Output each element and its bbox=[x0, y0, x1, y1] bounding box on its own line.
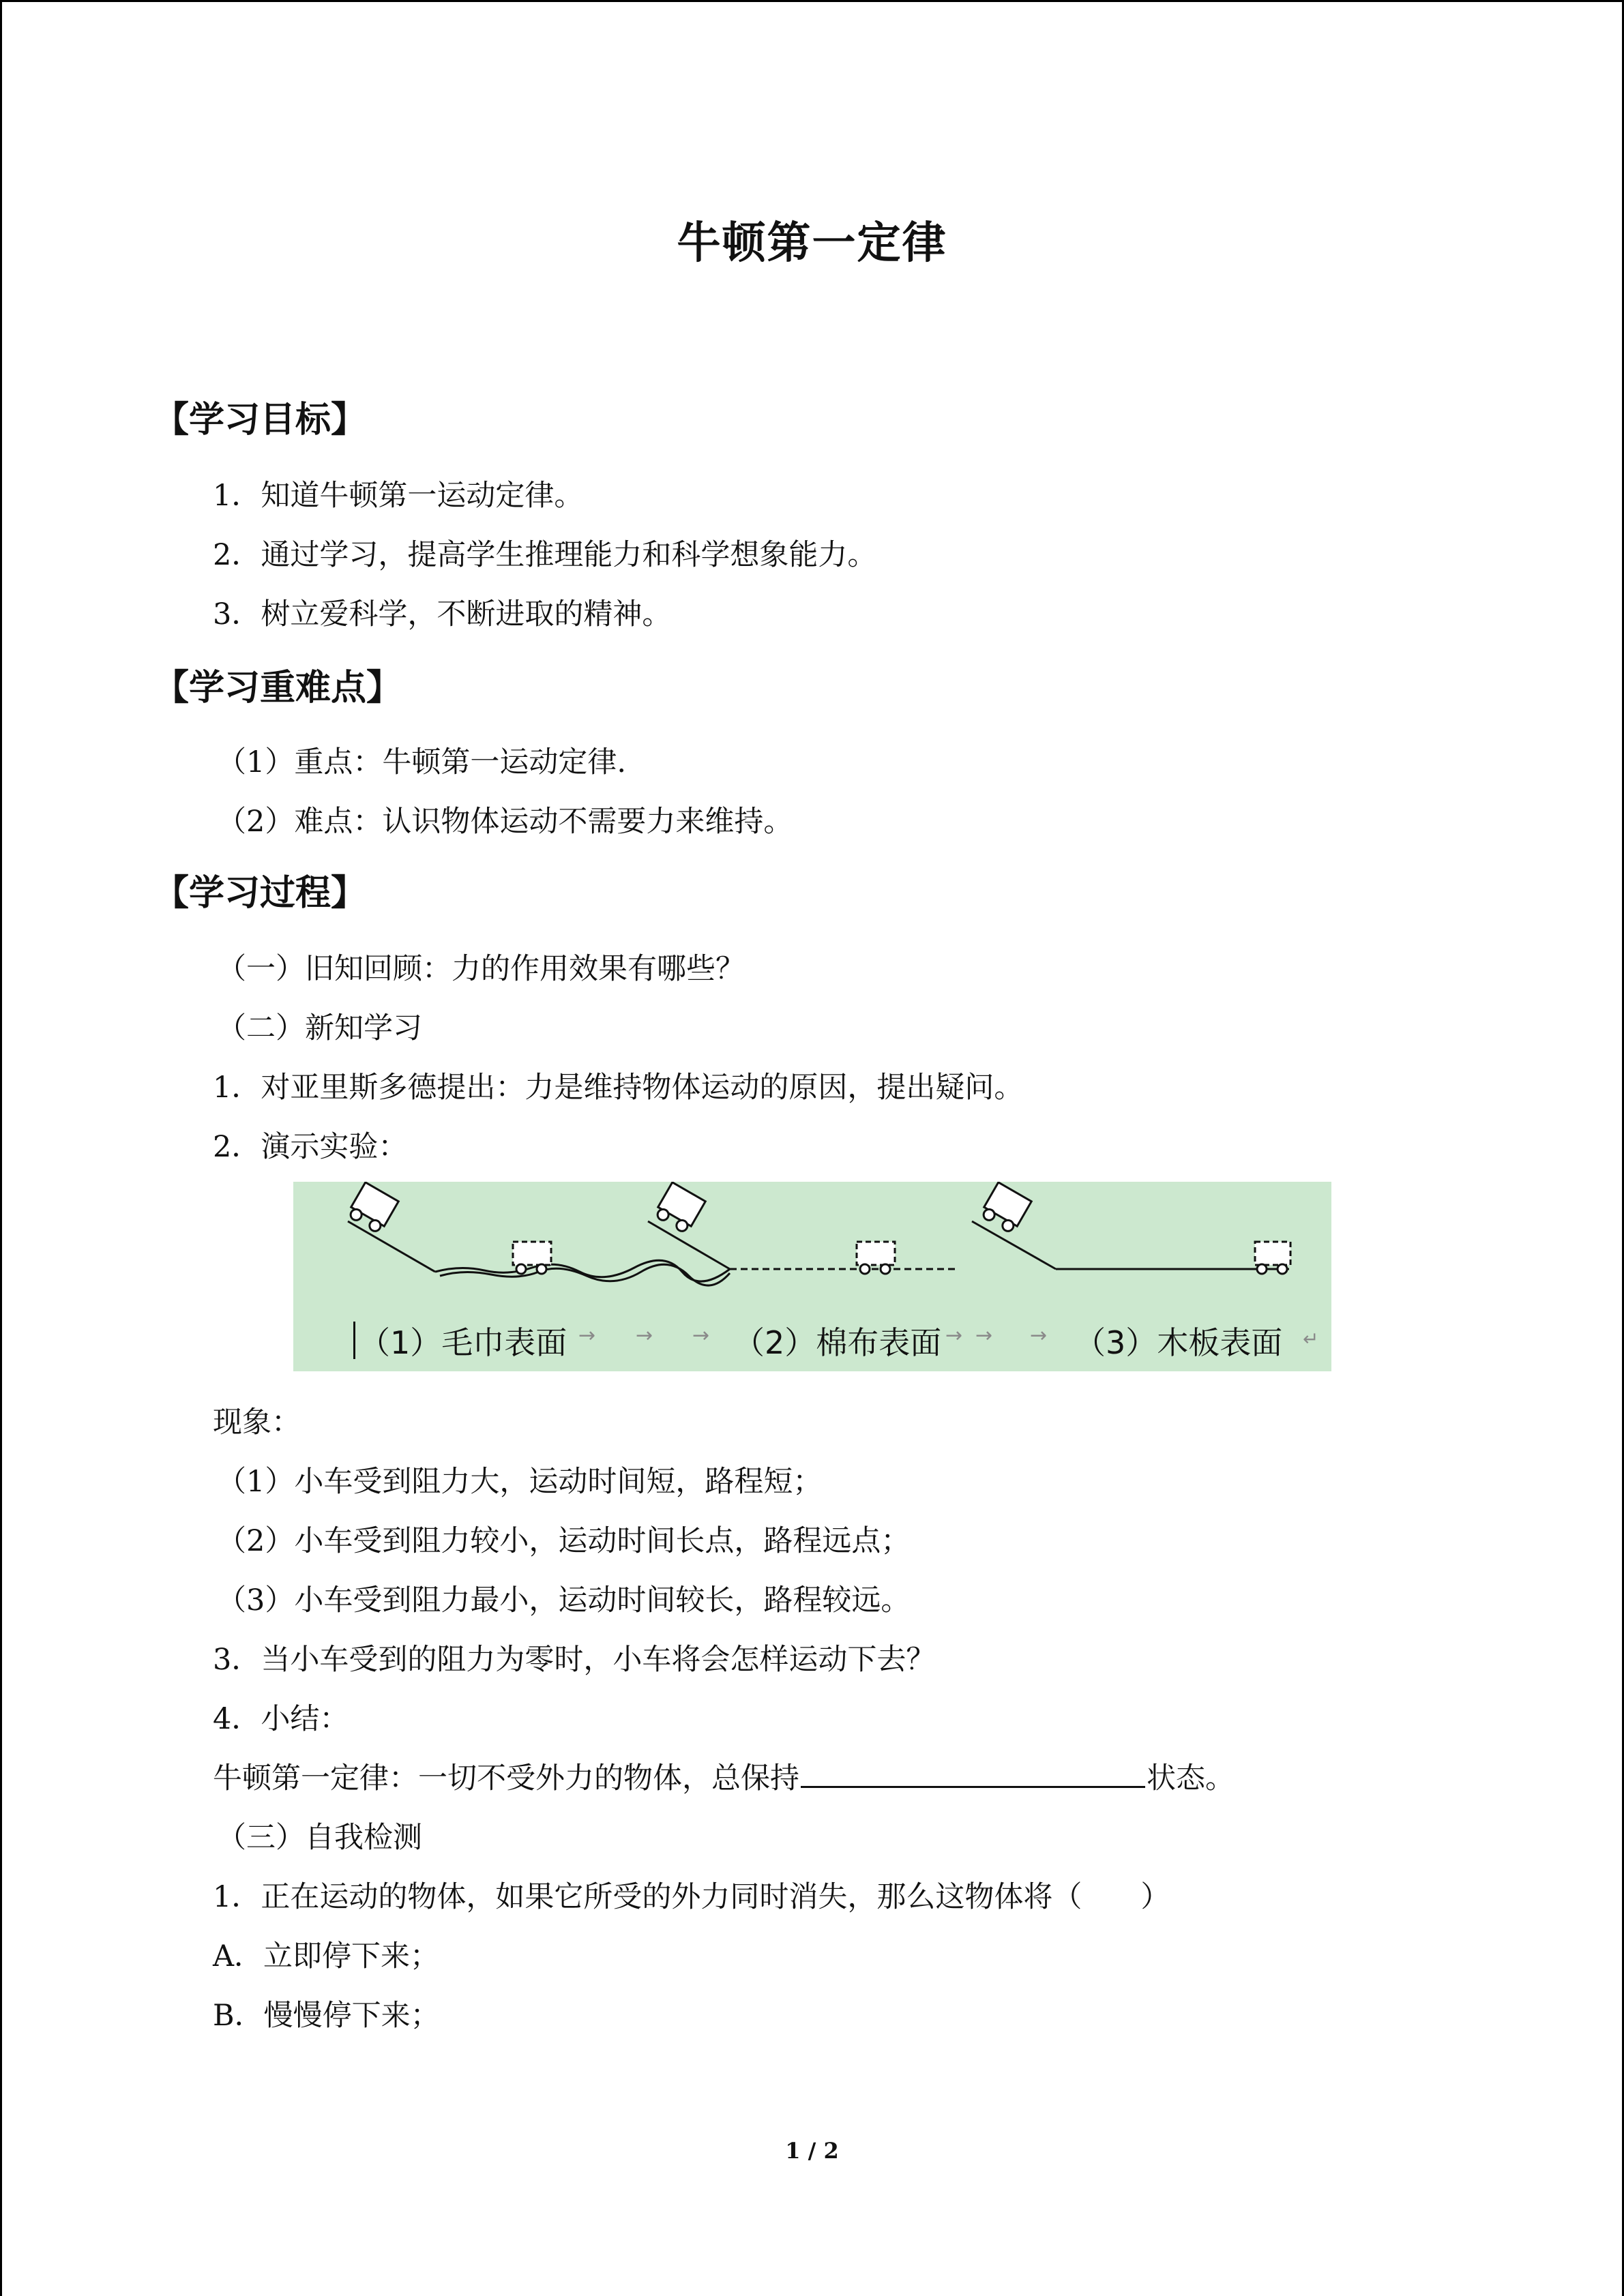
experiment-figure bbox=[293, 1182, 1331, 1371]
tab-arrow-icon: → bbox=[636, 1324, 653, 1347]
process-line: （一）旧知回顾：力的作用效果有哪些？ bbox=[217, 952, 745, 986]
observation-line: 4．小结： bbox=[213, 1702, 349, 1736]
objective-item: 1．知道牛顿第一运动定律。 bbox=[213, 479, 584, 513]
page-number: 1 / 2 bbox=[785, 2138, 839, 2164]
law-text-before: 牛顿第一定律：一切不受外力的物体，总保持 bbox=[213, 1761, 799, 1795]
page-border-left bbox=[0, 0, 2, 2296]
newton-law-statement bbox=[213, 1761, 1235, 1795]
self-check-line: 1．正在运动的物体，如果它所受的外力同时消失，那么这物体将（ ） bbox=[213, 1880, 1170, 1914]
key-point-item: （1）重点：牛顿第一运动定律. bbox=[217, 745, 627, 779]
document-title: 牛顿第一定律 bbox=[677, 218, 947, 269]
objective-item: 2．通过学习，提高学生推理能力和科学想象能力。 bbox=[213, 538, 877, 572]
page-border-top bbox=[0, 0, 1624, 2]
tab-arrow-icon: → bbox=[692, 1324, 710, 1347]
observation-line: （1）小车受到阻力大，运动时间短，路程短； bbox=[217, 1465, 823, 1499]
figure-label-board: （3）木板表面 bbox=[1074, 1324, 1283, 1361]
observation-line: 现象： bbox=[213, 1405, 301, 1440]
text-cursor bbox=[353, 1322, 355, 1359]
heading-process: 【学习过程】 bbox=[153, 873, 367, 914]
paragraph-return-icon: ↵ bbox=[1303, 1328, 1319, 1350]
process-line: （二）新知学习 bbox=[217, 1011, 422, 1045]
process-line: 1．对亚里斯多德提出：力是维持物体运动的原因，提出疑问。 bbox=[213, 1071, 1024, 1105]
key-point-item: （2）难点：认识物体运动不需要力来维持。 bbox=[217, 805, 793, 839]
answer-blank[interactable] bbox=[801, 1786, 1145, 1788]
figure-label-cotton: （2）棉布表面 bbox=[733, 1324, 942, 1361]
process-line: 2．演示实验： bbox=[213, 1130, 408, 1164]
observation-line: （2）小车受到阻力较小，运动时间长点，路程远点； bbox=[217, 1524, 911, 1558]
self-check-option: B．慢慢停下来； bbox=[213, 1999, 440, 2033]
figure-label-towel: （1）毛巾表面 bbox=[359, 1324, 567, 1361]
tab-arrow-icon: → bbox=[975, 1324, 993, 1347]
observation-line: 3．当小车受到的阻力为零时，小车将会怎样运动下去？ bbox=[213, 1643, 936, 1677]
law-text-after: 状态。 bbox=[1147, 1761, 1235, 1795]
objective-item: 3．树立爱科学，不断进取的精神。 bbox=[213, 597, 672, 631]
heading-objectives: 【学习目标】 bbox=[153, 400, 367, 441]
self-check-line: （三）自我检测 bbox=[217, 1821, 422, 1855]
tab-arrow-icon: → bbox=[945, 1324, 963, 1347]
self-check-option: A．立即停下来； bbox=[213, 1939, 440, 1973]
heading-key-points: 【学习重难点】 bbox=[153, 668, 402, 709]
tab-arrow-icon: → bbox=[1030, 1324, 1048, 1347]
observation-line: （3）小车受到阻力最小，运动时间较长，路程较远。 bbox=[217, 1583, 911, 1617]
tab-arrow-icon: → bbox=[578, 1324, 596, 1347]
